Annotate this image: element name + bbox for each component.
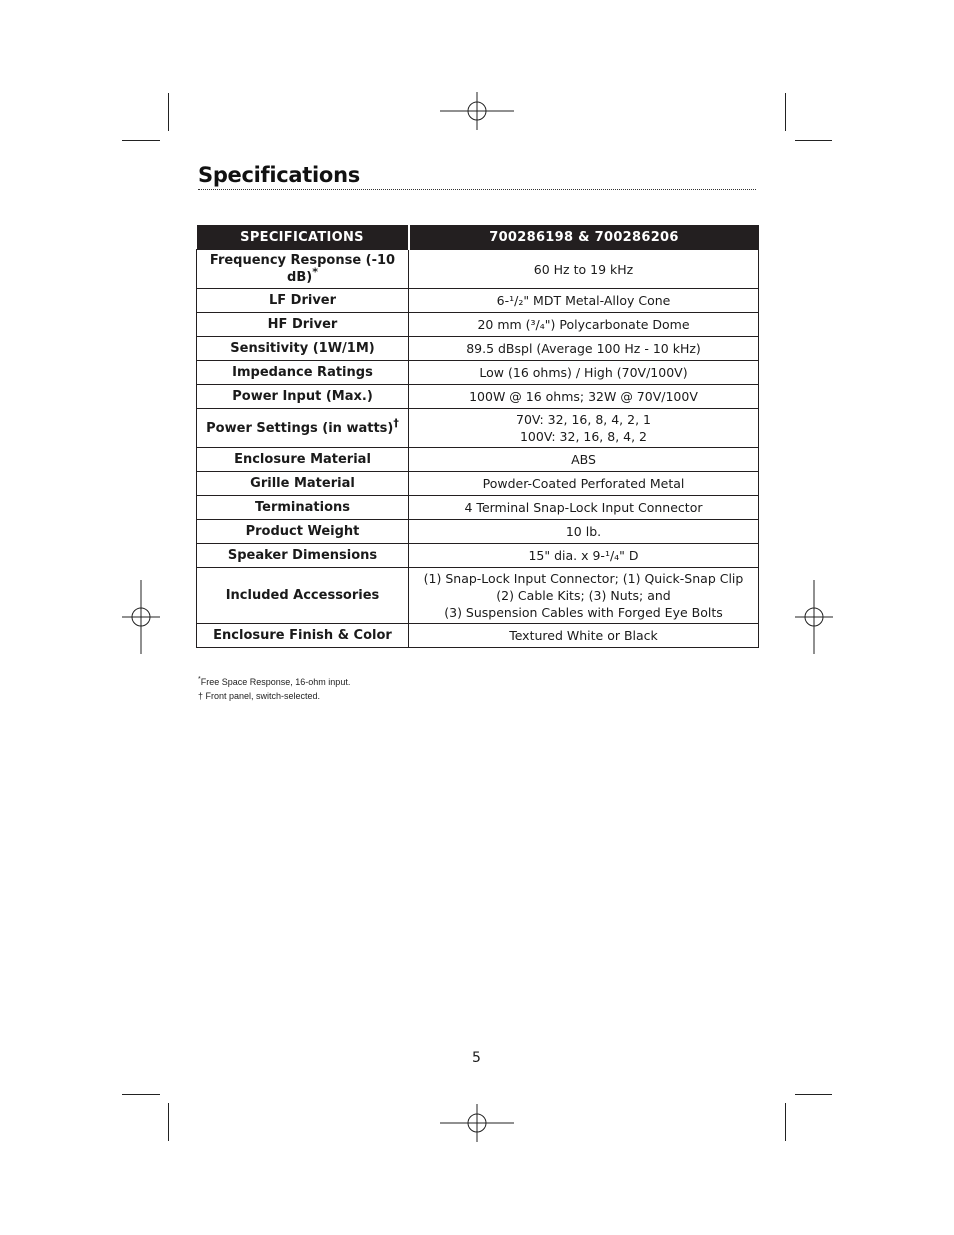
spec-label (197, 624, 409, 648)
spec-label-text: Included Accessories (225, 588, 380, 603)
spec-label-text: Enclosure Finish & Color (213, 628, 392, 643)
spec-label (197, 313, 409, 337)
spec-value-line: ABS (571, 452, 596, 467)
spec-label (197, 289, 409, 313)
spec-value-line: 15" dia. x 9-¹/₄" D (528, 548, 639, 563)
spec-label (197, 250, 409, 289)
table-row (197, 520, 759, 544)
table-row (197, 448, 759, 472)
spec-value (409, 385, 759, 409)
spec-value (409, 361, 759, 385)
spec-label-text: HF Driver (267, 317, 338, 332)
registration-mark-icon (795, 580, 833, 654)
table-row (197, 409, 759, 448)
crop-mark (795, 1094, 832, 1095)
table-header-row (197, 225, 759, 250)
footnote-star (198, 675, 350, 689)
spec-value-line: 70V: 32, 16, 8, 4, 2, 1 (516, 412, 651, 427)
table-body (197, 250, 759, 648)
spec-label (197, 448, 409, 472)
footnote-dagger: † Front panel, switch-selected. (198, 691, 321, 701)
spec-value-line: Powder-Coated Perforated Metal (482, 476, 685, 491)
header-specifications: SPECIFICATIONS (197, 225, 409, 250)
spec-label (197, 337, 409, 361)
spec-label-text: Speaker Dimensions (227, 548, 378, 563)
crop-mark (122, 1094, 160, 1095)
table-row (197, 544, 759, 568)
spec-value-line: 60 Hz to 19 kHz (533, 261, 634, 277)
spec-value (409, 289, 759, 313)
crop-mark (785, 93, 786, 131)
table-row (197, 624, 759, 648)
spec-value (409, 250, 759, 289)
spec-value (409, 448, 759, 472)
spec-value (409, 624, 759, 648)
spec-value-line: Low (16 ohms) / High (70V/100V) (479, 365, 688, 380)
footnote-star-text: Free Space Response, 16-ohm input. (200, 677, 351, 687)
table-row (197, 568, 759, 624)
spec-value-line: (3) Suspension Cables with Forged Eye Bolts (444, 605, 723, 620)
footnote-reference-mark: * (312, 265, 318, 279)
spec-value-line: 4 Terminal Snap-Lock Input Connector (464, 500, 703, 515)
page-number: 5 (472, 1050, 481, 1066)
spec-value-line: 100W @ 16 ohms; 32W @ 70V/100V (469, 389, 698, 404)
spec-label (197, 409, 409, 448)
spec-label-text: Power Settings (in watts) (206, 420, 394, 436)
spec-value-line: (2) Cable Kits; (3) Nuts; and (496, 588, 671, 603)
spec-value-line: Textured White or Black (509, 628, 658, 643)
spec-label-text: Impedance Ratings (232, 365, 373, 380)
table-row (197, 289, 759, 313)
spec-value-line: 6-¹/₂" MDT Metal-Alloy Cone (496, 293, 671, 308)
spec-value-line: 89.5 dBspl (Average 100 Hz - 10 kHz) (466, 341, 701, 356)
spec-label-text: LF Driver (268, 293, 337, 308)
spec-label-text: Product Weight (245, 524, 360, 539)
spec-value (409, 337, 759, 361)
spec-label-text: Power Input (Max.) (232, 389, 373, 404)
footnote-reference-mark: † (393, 416, 399, 430)
spec-label (197, 385, 409, 409)
spec-value (409, 568, 759, 624)
spec-label (197, 568, 409, 624)
table-row (197, 496, 759, 520)
table-row (197, 337, 759, 361)
spec-label-text: Enclosure Material (234, 452, 371, 467)
specifications-table (196, 225, 759, 648)
spec-value (409, 520, 759, 544)
table-row (197, 472, 759, 496)
registration-mark-icon (122, 580, 160, 654)
title-divider (198, 189, 756, 190)
footnotes (198, 675, 350, 703)
spec-value (409, 544, 759, 568)
spec-label (197, 520, 409, 544)
spec-value (409, 472, 759, 496)
page-title: Specifications (198, 163, 360, 187)
spec-value-line: 10 lb. (565, 524, 602, 539)
footnote-star-mark: * (198, 676, 201, 683)
spec-value (409, 409, 759, 448)
spec-label-text: Terminations (255, 500, 350, 515)
crop-mark (122, 140, 160, 141)
spec-label-text: Grille Material (250, 476, 355, 491)
registration-mark-icon (440, 1104, 514, 1142)
table-row (197, 250, 759, 289)
spec-label (197, 544, 409, 568)
spec-label (197, 472, 409, 496)
spec-label (197, 496, 409, 520)
spec-label-text: Sensitivity (1W/1M) (230, 341, 375, 356)
crop-mark (785, 1103, 786, 1141)
spec-value (409, 313, 759, 337)
crop-mark (168, 1103, 169, 1141)
spec-value-line: (1) Snap-Lock Input Connector; (1) Quick-Snap Clip (423, 571, 744, 586)
registration-mark-icon (440, 92, 514, 130)
table-row (197, 313, 759, 337)
table-row (197, 385, 759, 409)
table-row (197, 361, 759, 385)
spec-value-line: 100V: 32, 16, 8, 4, 2 (519, 429, 648, 444)
crop-mark (168, 93, 169, 131)
crop-mark (795, 140, 832, 141)
header-model-numbers: 700286198 & 700286206 (409, 225, 759, 250)
spec-label (197, 361, 409, 385)
spec-value (409, 496, 759, 520)
spec-value-line: 20 mm (³/₄") Polycarbonate Dome (477, 317, 690, 332)
spec-label-text: Frequency Response (-10 dB) (209, 253, 396, 285)
